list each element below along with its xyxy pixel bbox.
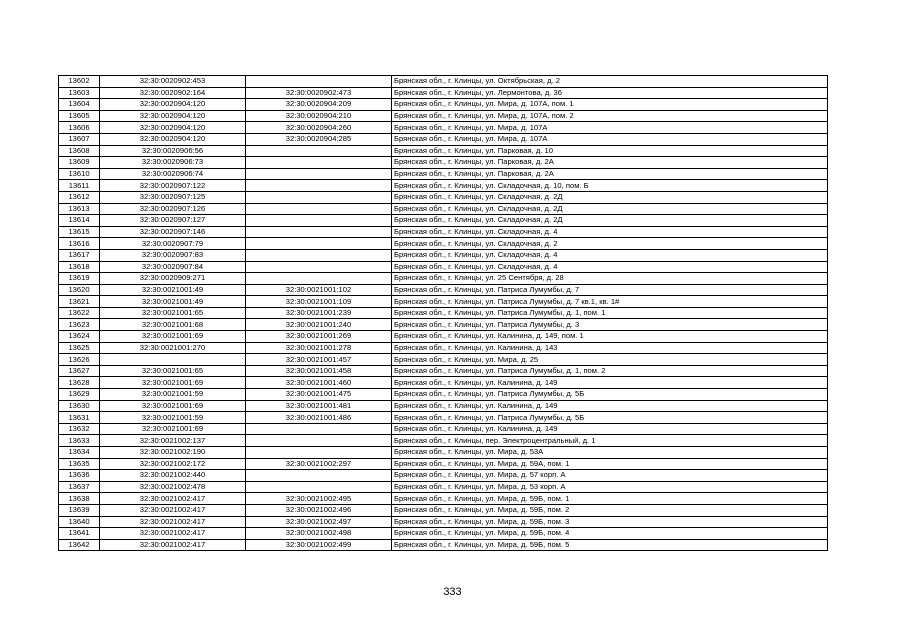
table-row: [59, 157, 828, 169]
row-number-cell: 13604: [59, 99, 100, 111]
cadastral-number-cell: 32:30:0021001:69: [100, 377, 246, 389]
row-number-cell: 13632: [59, 423, 100, 435]
table-row: [59, 319, 828, 331]
row-number-cell: 13641: [59, 528, 100, 540]
table-row: [59, 215, 828, 227]
address-cell: Брянская обл., г. Клинцы, ул. Мира, д. 107А, пом. 1: [392, 99, 828, 111]
address-cell: Брянская обл., г. Клинцы, ул. Складочная, д. 2Д: [392, 215, 828, 227]
object-cadastral-number-cell: 32:30:0021002:496: [246, 504, 392, 516]
table-row: [59, 354, 828, 366]
table-row: [59, 342, 828, 354]
cadastral-number-cell: 32:30:0021001:59: [100, 389, 246, 401]
table-row: [59, 203, 828, 215]
object-cadastral-number-cell: [246, 76, 392, 88]
address-cell: Брянская обл., г. Клинцы, ул. Мира, д. 59Б, пом. 2: [392, 504, 828, 516]
row-number-cell: 13623: [59, 319, 100, 331]
object-cadastral-number-cell: 32:30:0020904:209: [246, 99, 392, 111]
object-cadastral-number-cell: 32:30:0021001:239: [246, 307, 392, 319]
cadastral-number-cell: 32:30:0021001:65: [100, 307, 246, 319]
object-cadastral-number-cell: 32:30:0021002:497: [246, 516, 392, 528]
object-cadastral-number-cell: 32:30:0020904:210: [246, 110, 392, 122]
table-row: [59, 470, 828, 482]
address-cell: Брянская обл., г. Клинцы, ул. Складочная, д. 2Д: [392, 191, 828, 203]
table-row: [59, 238, 828, 250]
object-cadastral-number-cell: 32:30:0021001:457: [246, 354, 392, 366]
address-cell: Брянская обл., г. Клинцы, ул. Калинина, д. 149: [392, 423, 828, 435]
cadastral-number-cell: 32:30:0021002:478: [100, 481, 246, 493]
address-cell: Брянская обл., г. Клинцы, ул. Мира, д. 25: [392, 354, 828, 366]
object-cadastral-number-cell: 32:30:0021001:109: [246, 296, 392, 308]
row-number-cell: 13629: [59, 389, 100, 401]
table-row: [59, 145, 828, 157]
cadastral-number-cell: 32:30:0021002:190: [100, 447, 246, 459]
row-number-cell: 13606: [59, 122, 100, 134]
cadastral-number-cell: 32:30:0020902:164: [100, 87, 246, 99]
row-number-cell: 13608: [59, 145, 100, 157]
address-cell: Брянская обл., г. Клинцы, ул. Патриса Лумумбы, д. 1, пом. 2: [392, 365, 828, 377]
address-cell: Брянская обл., г. Клинцы, ул. Парковая, д. 10: [392, 145, 828, 157]
object-cadastral-number-cell: 32:30:0021001:486: [246, 412, 392, 424]
row-number-cell: 13618: [59, 261, 100, 273]
property-registry-table: [58, 75, 828, 551]
address-cell: Брянская обл., г. Клинцы, ул. Патриса Лумумбы, д. 1, пом. 1: [392, 307, 828, 319]
row-number-cell: 13609: [59, 157, 100, 169]
object-cadastral-number-cell: [246, 180, 392, 192]
address-cell: Брянская обл., г. Клинцы, ул. Мира, д. 59А, пом. 1: [392, 458, 828, 470]
address-cell: Брянская обл., г. Клинцы, ул. Парковая, д. 2А: [392, 168, 828, 180]
table-row: [59, 191, 828, 203]
table-row: [59, 458, 828, 470]
table-row: [59, 133, 828, 145]
address-cell: Брянская обл., г. Клинцы, ул. Патриса Лумумбы, д. 5Б: [392, 412, 828, 424]
table-row: [59, 296, 828, 308]
object-cadastral-number-cell: 32:30:0021001:269: [246, 331, 392, 343]
cadastral-number-cell: 32:30:0020904:120: [100, 110, 246, 122]
row-number-cell: 13625: [59, 342, 100, 354]
row-number-cell: 13627: [59, 365, 100, 377]
table-row: [59, 504, 828, 516]
cadastral-number-cell: 32:30:0021001:69: [100, 400, 246, 412]
address-cell: Брянская обл., г. Клинцы, ул. Складочная, д. 10, пом. Б: [392, 180, 828, 192]
cadastral-number-cell: 32:30:0021001:270: [100, 342, 246, 354]
row-number-cell: 13615: [59, 226, 100, 238]
row-number-cell: 13631: [59, 412, 100, 424]
address-cell: Брянская обл., г. Клинцы, ул. Мира, д. 59Б, пом. 3: [392, 516, 828, 528]
table-row: [59, 87, 828, 99]
row-number-cell: 13614: [59, 215, 100, 227]
row-number-cell: 13607: [59, 133, 100, 145]
cadastral-number-cell: 32:30:0020906:56: [100, 145, 246, 157]
cadastral-number-cell: 32:30:0021002:417: [100, 504, 246, 516]
object-cadastral-number-cell: 32:30:0021001:278: [246, 342, 392, 354]
table-row: [59, 284, 828, 296]
address-cell: Брянская обл., г. Клинцы, ул. Складочная, д. 4: [392, 249, 828, 261]
object-cadastral-number-cell: [246, 226, 392, 238]
address-cell: Брянская обл., г. Клинцы, пер. Электроцентральный, д. 1: [392, 435, 828, 447]
object-cadastral-number-cell: [246, 168, 392, 180]
cadastral-number-cell: 32:30:0021002:172: [100, 458, 246, 470]
table-row: [59, 365, 828, 377]
object-cadastral-number-cell: 32:30:0021002:499: [246, 539, 392, 551]
table-row: [59, 168, 828, 180]
object-cadastral-number-cell: 32:30:0021001:475: [246, 389, 392, 401]
address-cell: Брянская обл., г. Клинцы, ул. Калинина, д. 149: [392, 400, 828, 412]
object-cadastral-number-cell: 32:30:0021001:481: [246, 400, 392, 412]
cadastral-number-cell: 32:30:0020907:83: [100, 249, 246, 261]
table-row: [59, 412, 828, 424]
address-cell: Брянская обл., г. Клинцы, ул. Мира, д. 59Б, пом. 4: [392, 528, 828, 540]
cadastral-number-cell: 32:30:0021001:49: [100, 296, 246, 308]
object-cadastral-number-cell: [246, 261, 392, 273]
cadastral-number-cell: 32:30:0021002:417: [100, 528, 246, 540]
address-cell: Брянская обл., г. Клинцы, ул. Складочная, д. 2Д: [392, 203, 828, 215]
cadastral-number-cell: 32:30:0020909:271: [100, 273, 246, 285]
cadastral-number-cell: 32:30:0021001:69: [100, 423, 246, 435]
row-number-cell: 13634: [59, 447, 100, 459]
address-cell: Брянская обл., г. Клинцы, ул. Парковая, д. 2А: [392, 157, 828, 169]
table-row: [59, 435, 828, 447]
cadastral-number-cell: 32:30:0020907:146: [100, 226, 246, 238]
object-cadastral-number-cell: [246, 423, 392, 435]
row-number-cell: 13610: [59, 168, 100, 180]
address-cell: Брянская обл., г. Клинцы, ул. Мира, д. 107А: [392, 122, 828, 134]
object-cadastral-number-cell: [246, 238, 392, 250]
table-row: [59, 273, 828, 285]
table-row: [59, 539, 828, 551]
cadastral-number-cell: 32:30:0020906:74: [100, 168, 246, 180]
cadastral-number-cell: [100, 354, 246, 366]
cadastral-number-cell: 32:30:0020902:453: [100, 76, 246, 88]
object-cadastral-number-cell: [246, 203, 392, 215]
address-cell: Брянская обл., г. Клинцы, ул. Мира, д. 107А, пом. 2: [392, 110, 828, 122]
row-number-cell: 13637: [59, 481, 100, 493]
row-number-cell: 13633: [59, 435, 100, 447]
table-row: [59, 481, 828, 493]
address-cell: Брянская обл., г. Клинцы, ул. Мира, д. 59Б, пом. 1: [392, 493, 828, 505]
row-number-cell: 13603: [59, 87, 100, 99]
table-row: [59, 493, 828, 505]
cadastral-number-cell: 32:30:0020907:125: [100, 191, 246, 203]
row-number-cell: 13628: [59, 377, 100, 389]
address-cell: Брянская обл., г. Клинцы, ул. Калинина, д. 143: [392, 342, 828, 354]
row-number-cell: 13622: [59, 307, 100, 319]
row-number-cell: 13621: [59, 296, 100, 308]
row-number-cell: 13636: [59, 470, 100, 482]
address-cell: Брянская обл., г. Клинцы, ул. Складочная, д. 2: [392, 238, 828, 250]
address-cell: Брянская обл., г. Клинцы, ул. Складочная, д. 4: [392, 226, 828, 238]
row-number-cell: 13638: [59, 493, 100, 505]
page-number: 333: [443, 586, 462, 598]
row-number-cell: 13639: [59, 504, 100, 516]
object-cadastral-number-cell: 32:30:0021001:460: [246, 377, 392, 389]
address-cell: Брянская обл., г. Клинцы, ул. 25 Сентября, д. 28: [392, 273, 828, 285]
table-row: [59, 447, 828, 459]
row-number-cell: 13613: [59, 203, 100, 215]
object-cadastral-number-cell: 32:30:0020902:473: [246, 87, 392, 99]
cadastral-number-cell: 32:30:0020904:120: [100, 133, 246, 145]
address-cell: Брянская обл., г. Клинцы, ул. Складочная, д. 4: [392, 261, 828, 273]
registry-table-body: [59, 76, 828, 551]
cadastral-number-cell: 32:30:0021002:417: [100, 539, 246, 551]
object-cadastral-number-cell: 32:30:0021001:458: [246, 365, 392, 377]
cadastral-number-cell: 32:30:0020907:84: [100, 261, 246, 273]
table-row: [59, 516, 828, 528]
address-cell: Брянская обл., г. Клинцы, ул. Калинина, д. 149: [392, 377, 828, 389]
object-cadastral-number-cell: [246, 447, 392, 459]
address-cell: Брянская обл., г. Клинцы, ул. Патриса Лумумбы, д. 7: [392, 284, 828, 296]
address-cell: Брянская обл., г. Клинцы, ул. Мира, д. 53А: [392, 447, 828, 459]
object-cadastral-number-cell: [246, 191, 392, 203]
row-number-cell: 13619: [59, 273, 100, 285]
object-cadastral-number-cell: [246, 273, 392, 285]
table-row: [59, 400, 828, 412]
row-number-cell: 13612: [59, 191, 100, 203]
object-cadastral-number-cell: 32:30:0021002:498: [246, 528, 392, 540]
table-row: [59, 76, 828, 88]
cadastral-number-cell: 32:30:0021001:49: [100, 284, 246, 296]
cadastral-number-cell: 32:30:0021002:417: [100, 516, 246, 528]
row-number-cell: 13635: [59, 458, 100, 470]
cadastral-number-cell: 32:30:0021001:65: [100, 365, 246, 377]
table-row: [59, 122, 828, 134]
address-cell: Брянская обл., г. Клинцы, ул. Мира, д. 107А: [392, 133, 828, 145]
table-row: [59, 99, 828, 111]
object-cadastral-number-cell: 32:30:0021001:240: [246, 319, 392, 331]
cadastral-number-cell: 32:30:0020904:120: [100, 99, 246, 111]
object-cadastral-number-cell: [246, 249, 392, 261]
cadastral-number-cell: 32:30:0020907:127: [100, 215, 246, 227]
table-row: [59, 423, 828, 435]
table-row: [59, 249, 828, 261]
row-number-cell: 13624: [59, 331, 100, 343]
cadastral-number-cell: 32:30:0020904:120: [100, 122, 246, 134]
cadastral-number-cell: 32:30:0021001:59: [100, 412, 246, 424]
row-number-cell: 13620: [59, 284, 100, 296]
object-cadastral-number-cell: [246, 157, 392, 169]
table-row: [59, 377, 828, 389]
table-row: [59, 110, 828, 122]
row-number-cell: 13626: [59, 354, 100, 366]
cadastral-number-cell: 32:30:0021002:137: [100, 435, 246, 447]
table-row: [59, 528, 828, 540]
row-number-cell: 13616: [59, 238, 100, 250]
object-cadastral-number-cell: [246, 470, 392, 482]
table-row: [59, 389, 828, 401]
object-cadastral-number-cell: 32:30:0021002:495: [246, 493, 392, 505]
cadastral-number-cell: 32:30:0021002:417: [100, 493, 246, 505]
table-row: [59, 307, 828, 319]
table-row: [59, 261, 828, 273]
table-row: [59, 180, 828, 192]
row-number-cell: 13617: [59, 249, 100, 261]
object-cadastral-number-cell: 32:30:0021002:297: [246, 458, 392, 470]
address-cell: Брянская обл., г. Клинцы, ул. Мира, д. 53 корп. А: [392, 481, 828, 493]
address-cell: Брянская обл., г. Клинцы, ул. Мира, д. 59Б, пом. 5: [392, 539, 828, 551]
object-cadastral-number-cell: [246, 145, 392, 157]
table-row: [59, 331, 828, 343]
cadastral-number-cell: 32:30:0020907:122: [100, 180, 246, 192]
address-cell: Брянская обл., г. Клинцы, ул. Мира, д. 57 корп. А: [392, 470, 828, 482]
object-cadastral-number-cell: 32:30:0020904:260: [246, 122, 392, 134]
address-cell: Брянская обл., г. Клинцы, ул. Калинина, д. 149, пом. 1: [392, 331, 828, 343]
cadastral-number-cell: 32:30:0021002:440: [100, 470, 246, 482]
row-number-cell: 13630: [59, 400, 100, 412]
cadastral-number-cell: 32:30:0020907:79: [100, 238, 246, 250]
object-cadastral-number-cell: [246, 215, 392, 227]
address-cell: Брянская обл., г. Клинцы, ул. Лермонтова, д. 36: [392, 87, 828, 99]
row-number-cell: 13605: [59, 110, 100, 122]
object-cadastral-number-cell: [246, 481, 392, 493]
address-cell: Брянская обл., г. Клинцы, ул. Октябрьская, д. 2: [392, 76, 828, 88]
object-cadastral-number-cell: 32:30:0020904:285: [246, 133, 392, 145]
address-cell: Брянская обл., г. Клинцы, ул. Патриса Лумумбы, д. 3: [392, 319, 828, 331]
object-cadastral-number-cell: 32:30:0021001:102: [246, 284, 392, 296]
cadastral-number-cell: 32:30:0021001:68: [100, 319, 246, 331]
row-number-cell: 13640: [59, 516, 100, 528]
row-number-cell: 13642: [59, 539, 100, 551]
table-row: [59, 226, 828, 238]
object-cadastral-number-cell: [246, 435, 392, 447]
cadastral-number-cell: 32:30:0020907:126: [100, 203, 246, 215]
address-cell: Брянская обл., г. Клинцы, ул. Патриса Лумумбы, д. 7 кв.1, кв. 1#: [392, 296, 828, 308]
row-number-cell: 13611: [59, 180, 100, 192]
row-number-cell: 13602: [59, 76, 100, 88]
cadastral-number-cell: 32:30:0020906:73: [100, 157, 246, 169]
cadastral-number-cell: 32:30:0021001:69: [100, 331, 246, 343]
address-cell: Брянская обл., г. Клинцы, ул. Патриса Лумумбы, д. 5Б: [392, 389, 828, 401]
